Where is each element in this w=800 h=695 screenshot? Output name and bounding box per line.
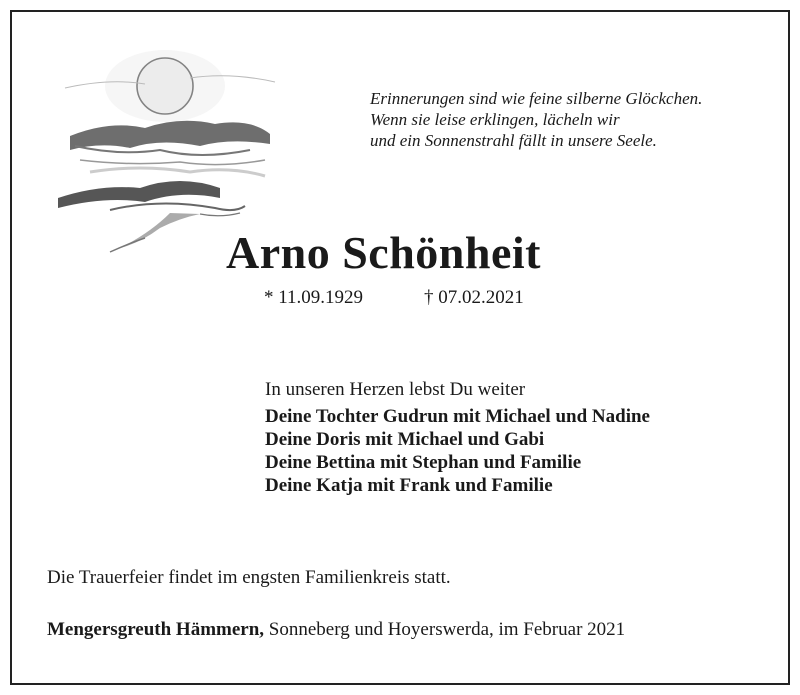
- poem-line: Erinnerungen sind wie feine silberne Glöckchen.: [370, 89, 703, 108]
- funeral-note: Die Trauerfeier findet im engsten Familienkreis statt.: [47, 567, 451, 588]
- poem-line: und ein Sonnenstrahl fällt in unsere Seele.: [370, 131, 657, 150]
- mourners-list: [265, 405, 650, 497]
- place-rest: Sonneberg und Hoyerswerda, im Februar 2021: [264, 619, 626, 640]
- mourner-line: Deine Bettina mit Stephan und Familie: [265, 452, 582, 473]
- place-bold: Mengersgreuth Hämmern,: [47, 619, 265, 640]
- deceased-name: Arno Schönheit: [226, 227, 541, 278]
- death-date: † 07.02.2021: [424, 287, 524, 308]
- poem-line: Wenn sie leise erklingen, lächeln wir: [370, 110, 620, 129]
- birth-date: * 11.09.1929: [264, 287, 364, 308]
- mourner-line: Deine Katja mit Frank und Familie: [265, 475, 553, 496]
- place-and-date: [47, 619, 625, 641]
- mourner-line: Deine Doris mit Michael und Gabi: [265, 429, 545, 450]
- mourners-intro: In unseren Herzen lebst Du weiter: [265, 379, 526, 400]
- mourner-line: Deine Tochter Gudrun mit Michael und Nadine: [265, 406, 650, 427]
- poem: [370, 88, 702, 151]
